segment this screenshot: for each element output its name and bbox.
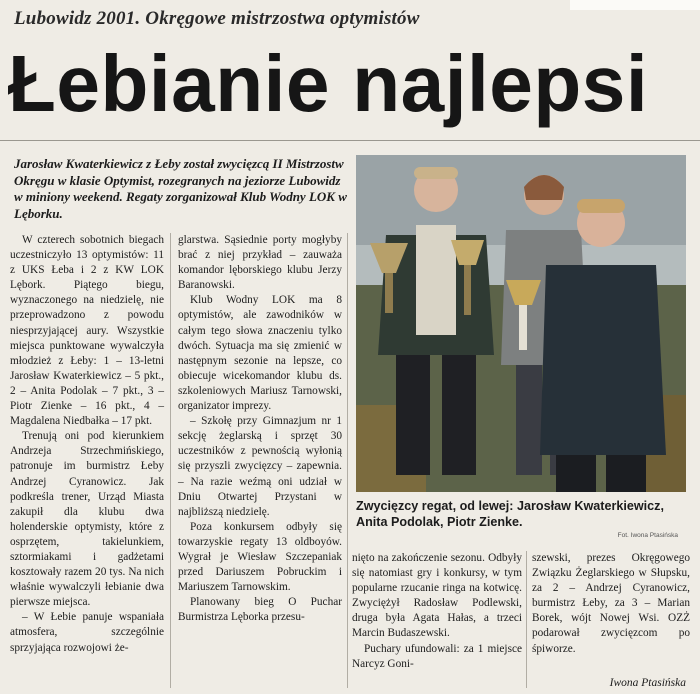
paragraph: – Szkołę przy Gimnazjum nr 1 sekcję żeglarską i sprzęt 30 uczestników z pewnością wyłonią się przyszli zwycięzcy – zapewnia. – Na razie weźmą oni udział w Dniu Otwartej Przystani w najbliższą niedzielę. <box>178 415 342 518</box>
article-column-4 <box>532 551 690 657</box>
photo-caption: Zwycięzcy regat, od lewej: Jarosław Kwaterkiewicz, Anita Podolak, Piotr Zienke. <box>356 499 664 529</box>
article-byline: Iwona Ptasińska <box>609 677 686 689</box>
headline-rule <box>0 140 700 141</box>
column-divider <box>526 551 527 688</box>
paragraph: glarstwa. Sąsiednie porty mogłyby brać z niej przykład – zauważa komandor lęborskiego klubu Jerzy Baranowski. <box>178 234 342 292</box>
column-divider <box>170 233 171 688</box>
paragraph: nięto na zakończenie sezonu. Odbyły się natomiast gry i konkursy, w tym popularne rzucanie ringa na kotwicę. Zwyciężył Radosław Podlewski, druga była Agata Hałas, a trzeci Marcin Budaszewski. <box>352 552 522 640</box>
paragraph: Trenują oni pod kierunkiem Andrzeja Strzechmińskiego, patronuje im burmistrz Łeby Andrzej Cyranowicz. Jak podkreśla trener, Urząd Miasta zakupił dla klubu dwa holenderskie optymisty, które z osprzętem, takielunkiem, sztormiakami i gadżetami kosztowały razem 20 tys. Na nich właśnie wywalczyli łebianie dwa pierwsze miejsca. <box>10 430 164 609</box>
article-lead: Jarosław Kwaterkiewicz z Łeby został zwycięzcą II Mistrzostw Okręgu w klasie Optymist, rozegranych na jeziorze Lubowidz w miniony weekend. Regaty zorganizował Klub Wodny LOK w Lęborku. <box>14 156 347 221</box>
photo-credit: Fot. Iwona Ptasińska <box>617 532 678 539</box>
column-divider <box>347 233 348 688</box>
article-column-2 <box>178 233 342 625</box>
winners-photo <box>356 155 686 492</box>
paragraph: Klub Wodny LOK ma 8 optymistów, ale zawodników w całym tego słowa znaczeniu tylko dwóch. Sytuacja ma się zmienić w następnym sezonie na lepsze, co obiecuje wicekomandor klubu ds. szkoleniowych Mariusz Tarnowski, organizator imprezy. <box>178 294 342 413</box>
paragraph: W czterech sobotnich biegach uczestniczyło 13 optymistów: 11 z UKS Łeba i 2 z KW LOK Lębork. Piątego biegu, wyznaczonego na niedzielę, nie przeprowadzono z powodu niesprzyjającej aury. Wszystkie miejsca punktowane wywalczyła młodzież z Łeby: 1 – 13-letni Jarosław Kwaterkiewicz – 5 pkt., 2 – Anita Podolak – 7 pkt., 3 – Piotr Zienke – 16 pkt., 4 – Magdalena Niedbałka – 17 pkt. <box>10 234 164 428</box>
paragraph: Puchary ufundowali: za 1 miejsce Narcyz Goni- <box>352 642 522 670</box>
article-kicker: Lubowidz 2001. Okręgowe mistrzostwa optymistów <box>14 8 420 29</box>
paragraph: Planowany bieg O Puchar Burmistrza Lęborka przesu- <box>178 596 342 624</box>
paragraph: – W Łebie panuje wspaniała atmosfera, szczególnie sprzyjająca rozwojowi że- <box>10 611 164 654</box>
article-column-1 <box>10 233 164 656</box>
article-column-3 <box>352 551 522 672</box>
winners-photo-illustration <box>356 155 686 492</box>
paragraph: Poza konkursem odbyły się towarzyskie regaty 13 oldboyów. Wygrał je Wiesław Szczepaniak przed Dariuszem Pobruckim i Mariuszem Tarnowskim. <box>178 520 342 594</box>
paragraph: szewski, prezes Okręgowego Związku Żeglarskiego w Słupsku, za 2 – Andrzej Cyranowicz, burmistrz Łeby, za 3 – Marian Borek, wójt Nowej Wsi. OZŻ podarował zwycięzcom po śpiworze. <box>532 552 690 655</box>
paper-tear-edge <box>570 0 700 10</box>
article-headline: Łebianie najlepsi <box>8 39 649 128</box>
